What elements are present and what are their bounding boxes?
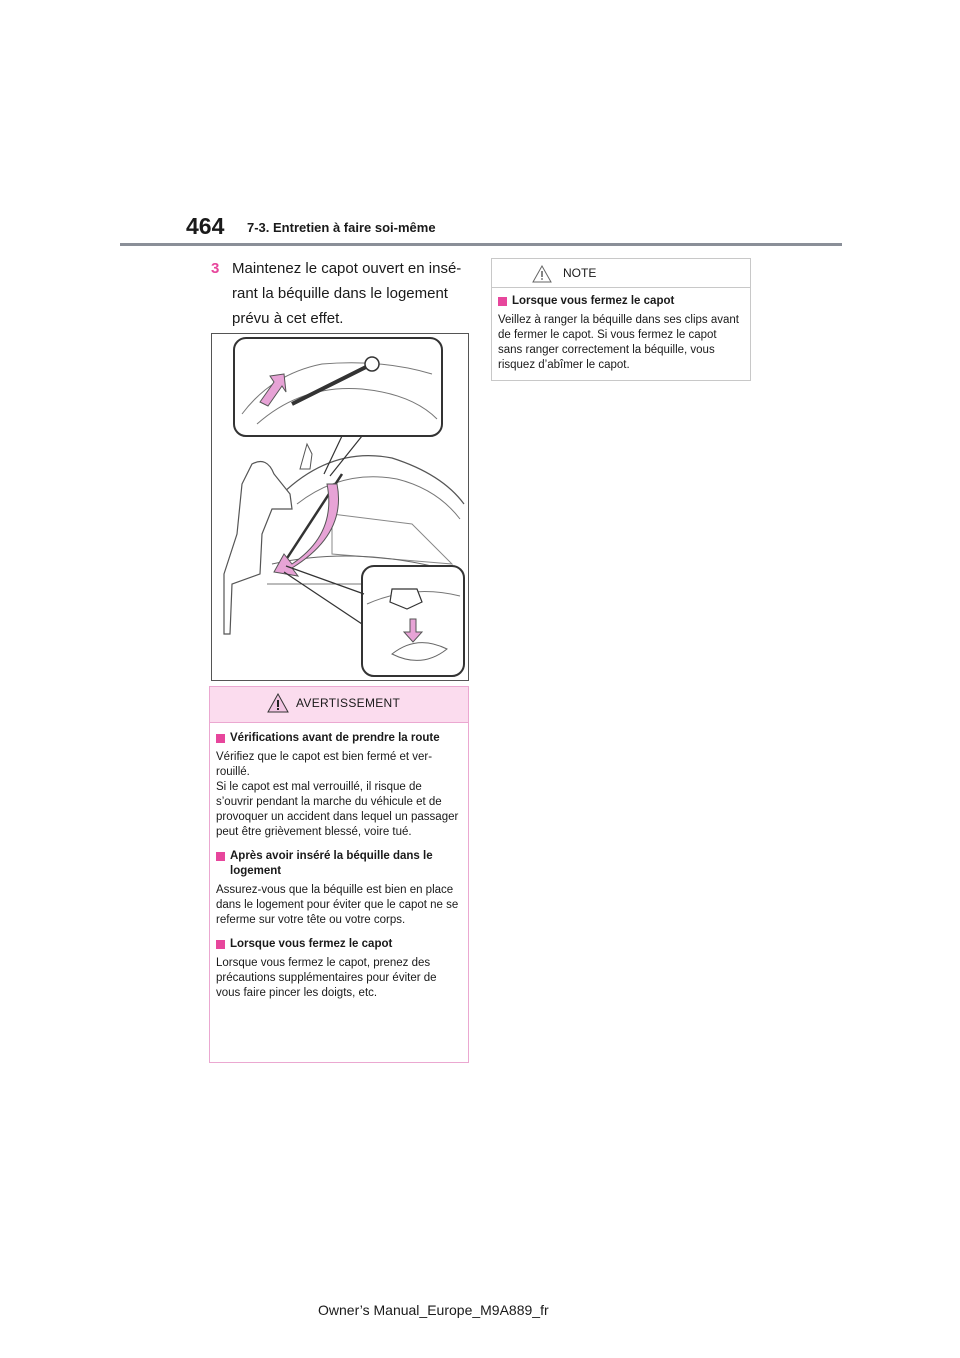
warning-item-checks [216,731,462,840]
note-item-text: Veillez à ranger la béquille dans ses clips avant de fermer le capot. Si vous fermez le capot sans ranger correctement la béquille, vous risquez d’abîmer le capot. [498,314,740,371]
caution-triangle-icon [532,265,552,283]
warning-item-title: Lorsque vous fermez le capot [230,938,393,950]
warning-item-title: Après avoir inséré la béquille dans le logement [230,850,433,877]
step-text: Maintenez le capot ouvert en insé-rant la béquille dans le logement prévu à cet effet. [232,260,462,327]
step-number: 3 [211,260,220,277]
warning-item-closing [216,937,462,1001]
warning-item-text: Vérifiez que le capot est bien fermé et ver-rouillé. Si le capot est mal verrouillé, il risque de s’ouvrir pendant la marche du véhicule et de provoquer un accident dans lequel un passager peut être grièvement blessé, voire tué. [216,751,459,838]
note-item-title: Lorsque vous fermez le capot [512,295,675,307]
note-title: NOTE [563,266,597,280]
page-number: 464 [186,213,225,239]
hood-prop-rod-drawing [212,334,468,680]
section-title: 7-3. Entretien à faire soi-même [247,220,436,235]
bullet-square-icon [216,852,225,861]
note-header [492,259,750,288]
header-divider [120,243,842,246]
step-3 [211,256,473,331]
bullet-square-icon [498,297,507,306]
note-body [492,288,750,373]
note-box [491,258,751,381]
hood-prop-rod-illustration [211,333,469,681]
warning-box [209,686,469,1063]
warning-item-text: Assurez-vous que la béquille est bien en place dans le logement pour éviter que le capot ne se referme sur votre tête ou votre corps. [216,884,459,926]
warning-item-prop-rod [216,849,462,928]
bullet-square-icon [216,734,225,743]
warning-triangle-icon [267,693,289,713]
warning-title: AVERTISSEMENT [296,696,401,710]
bullet-square-icon [216,940,225,949]
warning-header [210,687,468,723]
warning-item-title: Vérifications avant de prendre la route [230,732,440,744]
footer-manual-id: Owner’s Manual_Europe_M9A889_fr [318,1302,549,1318]
warning-item-text: Lorsque vous fermez le capot, prenez des précautions supplémentaires pour éviter de vous faire pincer les doigts, etc. [216,957,437,999]
warning-body [210,723,468,1001]
